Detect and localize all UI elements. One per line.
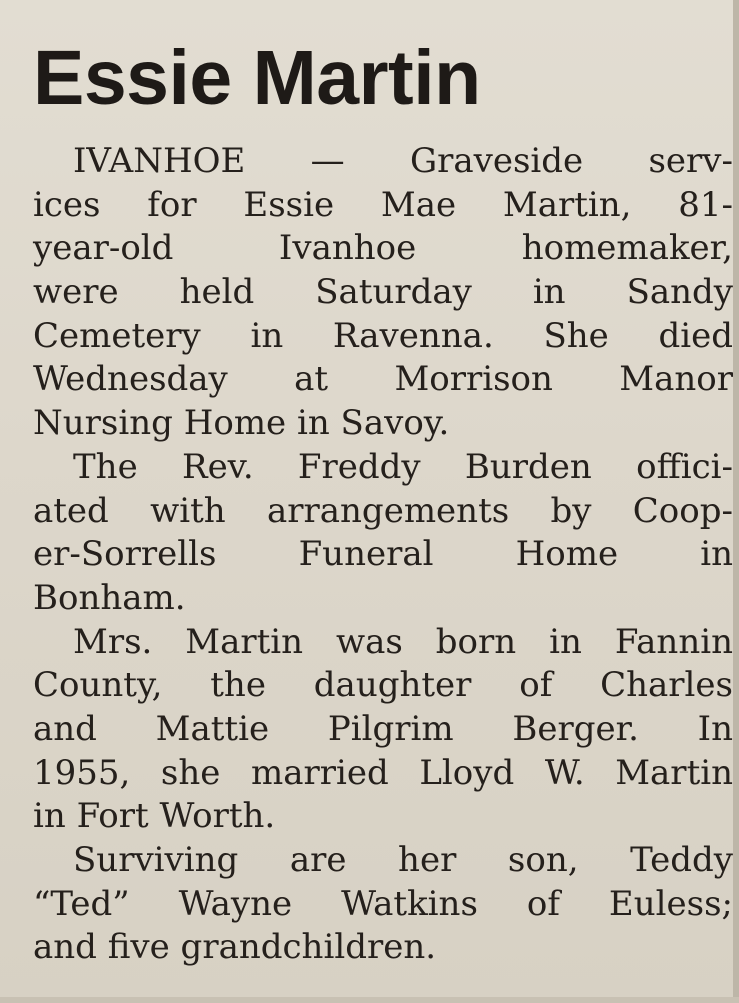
paragraph-2 bbox=[33, 446, 733, 621]
text-line: Bonham. bbox=[33, 577, 186, 618]
text-line: and Mattie Pilgrim Berger. In bbox=[33, 708, 733, 749]
text-line: IVANHOE — Graveside serv- bbox=[73, 141, 733, 181]
text-line: 1955, she married Lloyd W. Martin bbox=[33, 752, 733, 793]
text-line: Surviving are her son, Teddy bbox=[73, 840, 733, 880]
text-line: Wednesday at Morrison Manor bbox=[33, 359, 733, 400]
text-line: The Rev. Freddy Burden offici- bbox=[73, 446, 733, 487]
headline: Essie Martin bbox=[33, 35, 481, 121]
clipping-edge-bottom bbox=[0, 997, 739, 1003]
text-line: were held Saturday in Sandy bbox=[33, 272, 733, 313]
paragraph-1 bbox=[33, 140, 733, 446]
text-line: year-old Ivanhoe homemaker, bbox=[33, 228, 733, 269]
clipping-edge-right bbox=[733, 0, 739, 1003]
text-line: er-Sorrells Funeral Home in bbox=[33, 534, 733, 575]
paragraph-4 bbox=[33, 839, 733, 970]
text-line: and five grandchildren. bbox=[33, 927, 437, 968]
text-line: Mrs. Martin was born in Fannin bbox=[73, 621, 733, 662]
text-line: ated with arrangements by Coop- bbox=[33, 490, 733, 531]
obituary-article bbox=[33, 140, 733, 970]
text-line: Nursing Home in Savoy. bbox=[33, 403, 450, 444]
text-line: in Fort Worth. bbox=[33, 796, 276, 837]
text-line: “Ted” Wayne Watkins of Euless; bbox=[33, 883, 733, 924]
text-line: County, the daughter of Charles bbox=[33, 665, 733, 706]
text-line: Cemetery in Ravenna. She died bbox=[33, 315, 733, 356]
paragraph-3 bbox=[33, 621, 733, 839]
text-line: ices for Essie Mae Martin, 81- bbox=[33, 184, 733, 225]
